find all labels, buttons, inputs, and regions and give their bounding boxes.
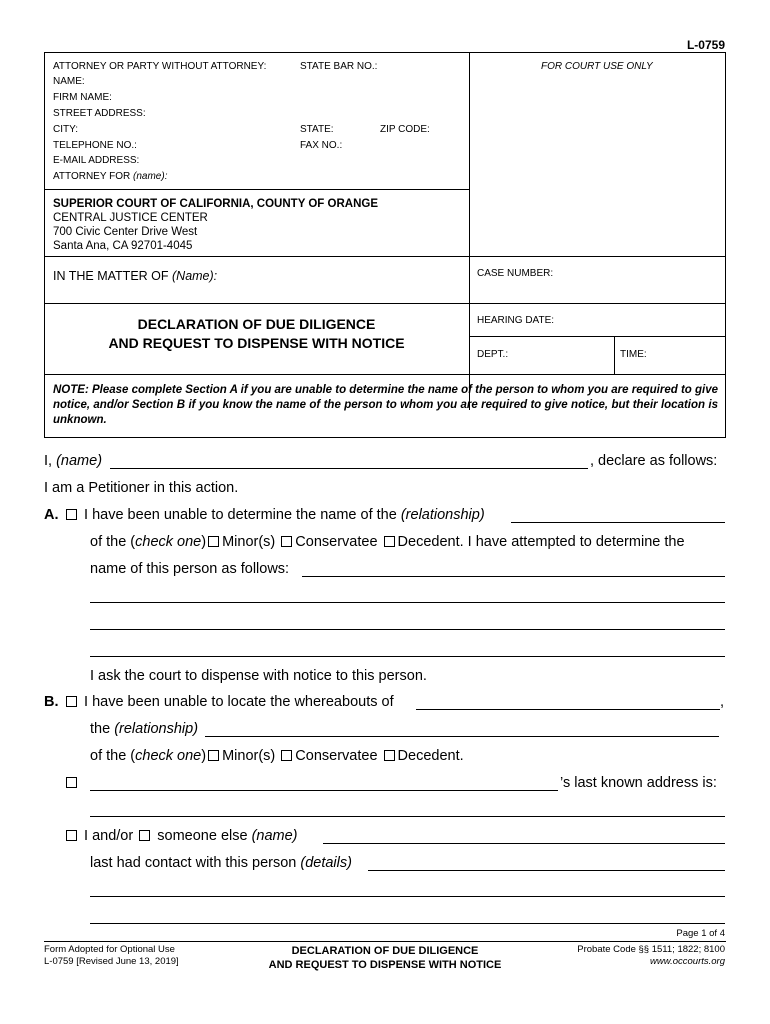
email-label: E-MAIL ADDRESS: (53, 155, 140, 166)
minor-checkbox-a[interactable] (208, 536, 219, 547)
fax-label: FAX NO.: (300, 140, 343, 151)
someone-name-hint: (name) (251, 828, 298, 844)
document-title (44, 315, 469, 353)
section-a-row (64, 507, 485, 523)
relationship-row-b (90, 721, 198, 737)
last-contact-row (90, 855, 352, 871)
case-number-label: CASE NUMBER: (477, 268, 554, 279)
i-checkbox[interactable] (66, 830, 77, 841)
the-text: the (90, 721, 111, 737)
website-link[interactable]: www.occourts.org (650, 956, 725, 967)
i-and-or-text: I and/or (84, 828, 134, 844)
time-label: TIME: (620, 349, 647, 360)
check-one-text: check one (135, 748, 202, 764)
section-b-label: B. (44, 694, 59, 710)
name-label: NAME: (53, 76, 85, 87)
of-the-text: of the ( (90, 534, 136, 550)
state-bar-label: STATE BAR NO.: (300, 61, 378, 72)
note-text: NOTE: Please complete Section A if you are unable to determine the name of the person to whom you are required to give notice, and/or Section B if you know the name of the person to whom you are required to give notice, but their location is unknown. (53, 384, 719, 426)
court-center: CENTRAL JUSTICE CENTER (53, 212, 208, 224)
conservatee-label-b: Conservatee (295, 748, 378, 764)
footer-title2: AND REQUEST TO DISPENSE WITH NOTICE (268, 959, 502, 971)
details-line-a2[interactable] (90, 629, 725, 630)
section-a-text: I have been unable to determine the name of the (84, 507, 397, 523)
comma-text: , (720, 694, 725, 710)
decedent-label-b: Decedent. (397, 748, 464, 764)
form-adopted: Form Adopted for Optional Use (44, 944, 175, 955)
whereabouts-line[interactable] (416, 709, 720, 710)
dept-label: DEPT.: (477, 349, 509, 360)
last-contact-text: last had contact with this person (90, 855, 297, 871)
matter-row (53, 269, 217, 283)
attorney-label: ATTORNEY OR PARTY WITHOUT ATTORNEY: (53, 61, 267, 72)
rule (469, 336, 726, 337)
name-hint: (name) (56, 453, 103, 469)
form-revised: L-0759 [Revised June 13, 2019] (44, 956, 179, 967)
court-address1: 700 Civic Center Drive West (53, 226, 198, 238)
ask-court-text: I ask the court to dispense with notice to this person. (90, 668, 427, 684)
zip-label: ZIP CODE: (380, 124, 430, 135)
state-label: STATE: (300, 124, 334, 135)
section-a-checkbox[interactable] (66, 509, 77, 520)
someone-else-text: someone else (157, 828, 248, 844)
check-one-text: check one (135, 534, 202, 550)
address-row (64, 775, 80, 791)
details-line-b3[interactable] (90, 923, 725, 924)
footer-rule (44, 941, 726, 942)
address-name-line[interactable] (90, 790, 558, 791)
rule (44, 256, 726, 257)
paren-text: ) (201, 534, 207, 550)
address-checkbox[interactable] (66, 777, 77, 788)
caption-divider (469, 52, 470, 410)
declarant-name-line[interactable] (110, 468, 588, 469)
decedent-checkbox-a[interactable] (384, 536, 395, 547)
rule (44, 374, 726, 375)
check-one-row-b (90, 748, 464, 764)
footer-title (235, 944, 535, 972)
declarant-row (44, 453, 102, 469)
declare-text: , declare as follows: (590, 453, 718, 469)
court-use-label: FOR COURT USE ONLY (541, 61, 653, 72)
attorney-for-hint: (name): (133, 171, 168, 182)
check-one-row-a (90, 534, 685, 550)
relationship-hint-a: (relationship) (400, 507, 485, 523)
decedent-checkbox-b[interactable] (384, 750, 395, 761)
section-b-checkbox[interactable] (66, 696, 77, 707)
probate-code: Probate Code §§ 1511; 1822; 8100 (577, 944, 725, 955)
hearing-date-label: HEARING DATE: (477, 315, 555, 326)
title-line1: DECLARATION OF DUE DILIGENCE (137, 316, 376, 332)
decedent-label-a: Decedent. I have attempted to determine the (397, 534, 685, 550)
conservatee-checkbox-b[interactable] (281, 750, 292, 761)
rule (44, 189, 469, 190)
matter-label: IN THE MATTER OF (53, 269, 169, 283)
minor-checkbox-b[interactable] (208, 750, 219, 761)
details-line-a3[interactable] (90, 656, 725, 657)
minor-label-a: Minor(s) (222, 534, 276, 550)
court-address2: Santa Ana, CA 92701-4045 (53, 240, 193, 252)
phone-label: TELEPHONE NO.: (53, 140, 137, 151)
form-id: L-0759 (686, 38, 725, 52)
conservatee-checkbox-a[interactable] (281, 536, 292, 547)
of-the-text: of the ( (90, 748, 136, 764)
attorney-for-row (53, 169, 167, 185)
someone-else-checkbox[interactable] (139, 830, 150, 841)
relationship-line-a[interactable] (511, 522, 725, 523)
firm-label: FIRM NAME: (53, 92, 112, 103)
rule (614, 336, 615, 374)
rule (44, 303, 726, 304)
i-label: I, (44, 453, 53, 469)
matter-name-hint: (Name): (172, 269, 218, 283)
details-line-b2[interactable] (90, 896, 725, 897)
section-b-text: I have been unable to locate the whereabouts of (84, 694, 394, 710)
details-line-b1[interactable] (368, 870, 725, 871)
details-hint: (details) (300, 855, 352, 871)
paren-text: ) (201, 748, 207, 764)
street-label: STREET ADDRESS: (53, 108, 146, 119)
details-line-a1[interactable] (90, 602, 725, 603)
relationship-hint-b: (relationship) (114, 721, 199, 737)
conservatee-label-a: Conservatee (295, 534, 378, 550)
someone-name-line[interactable] (323, 843, 725, 844)
minor-label-b: Minor(s) (222, 748, 276, 764)
relationship-line-b[interactable] (205, 736, 719, 737)
attorney-for-label: ATTORNEY FOR (53, 171, 131, 182)
title-line2: AND REQUEST TO DISPENSE WITH NOTICE (108, 335, 405, 351)
court-name: SUPERIOR COURT OF CALIFORNIA, COUNTY OF ORANGE (53, 198, 378, 210)
city-label: CITY: (53, 124, 79, 135)
petitioner-text: I am a Petitioner in this action. (44, 480, 239, 496)
footer-title1: DECLARATION OF DUE DILIGENCE (291, 945, 479, 957)
contact-row (64, 828, 298, 844)
section-a-label: A. (44, 507, 59, 523)
name-as-follows-text: name of this person as follows: (90, 561, 290, 577)
last-known-text: ’s last known address is: (560, 775, 717, 791)
address-line[interactable] (90, 816, 725, 817)
name-follows-line[interactable] (302, 576, 725, 577)
page-number: Page 1 of 4 (676, 928, 725, 939)
section-b-row (64, 694, 394, 710)
